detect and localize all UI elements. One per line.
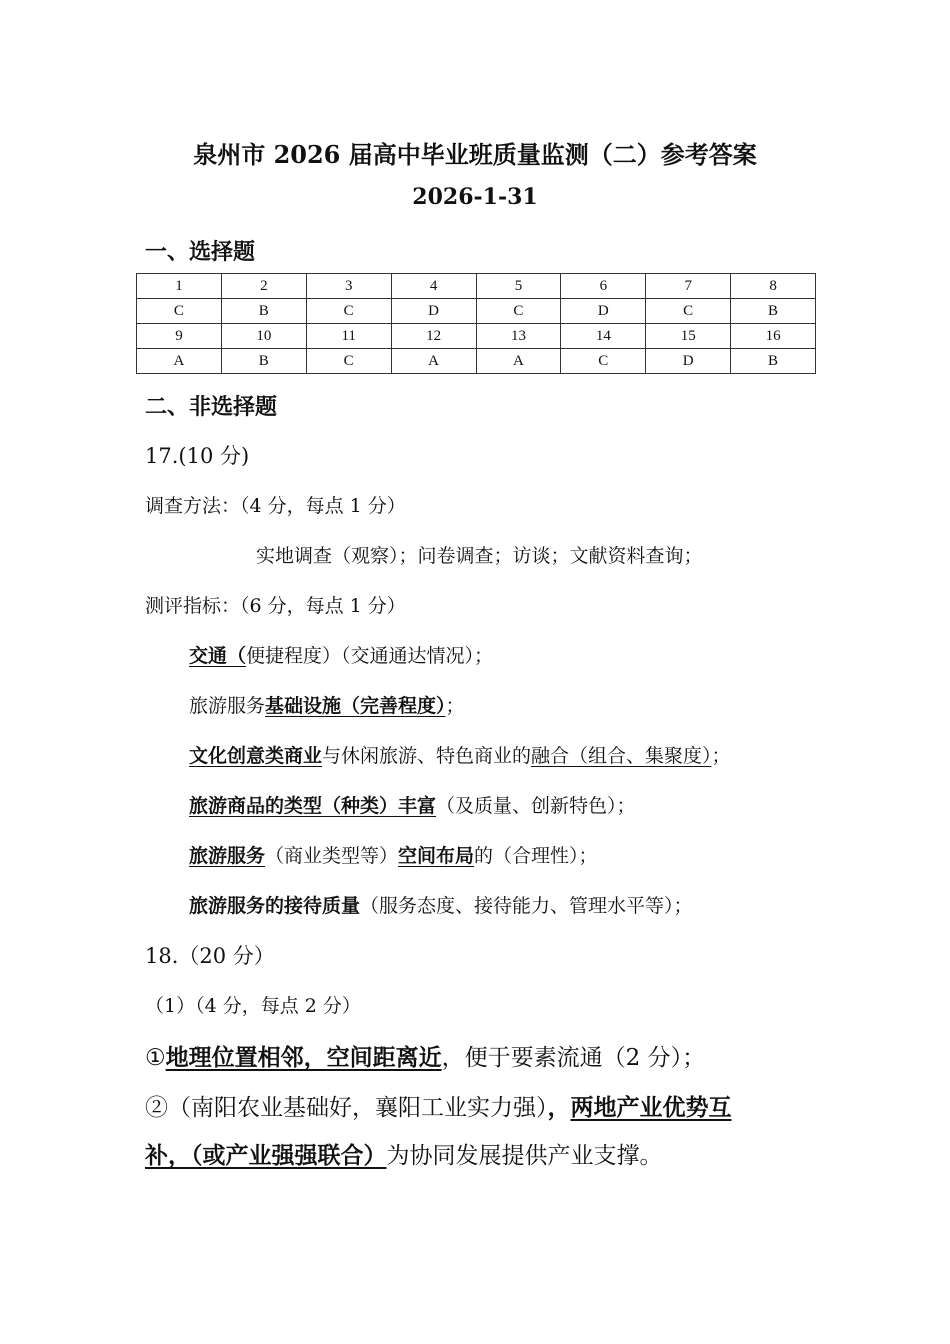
q17-index-line-6 xyxy=(189,891,693,918)
table-cell: 6 xyxy=(561,274,646,299)
table-cell: C xyxy=(476,299,561,324)
q17-index-line-3 xyxy=(189,741,731,768)
table-cell: 5 xyxy=(476,274,561,299)
text: （商业类型等） xyxy=(265,845,399,867)
text: ，便于要素流通（2 分）； xyxy=(441,1045,706,1071)
q17-header: 17.(10 分) xyxy=(145,444,250,468)
table-cell: 9 xyxy=(137,324,222,349)
text: ； xyxy=(445,695,465,717)
table-cell: 1 xyxy=(137,274,222,299)
table-cell: C xyxy=(137,299,222,324)
table-cell: 10 xyxy=(221,324,306,349)
table-cell: D xyxy=(646,349,731,374)
text: 为协同发展提供产业支撑。 xyxy=(386,1143,663,1169)
q17-index-line-1 xyxy=(189,641,493,668)
table-row xyxy=(137,349,816,374)
keyword: 两地产业优势互 xyxy=(570,1094,732,1121)
text: （南阳农业基础好，襄阳工业实力强） xyxy=(168,1095,548,1121)
table-row xyxy=(137,299,816,324)
table-cell: A xyxy=(137,349,222,374)
table-cell: 14 xyxy=(561,324,646,349)
table-cell: 8 xyxy=(731,274,816,299)
table-cell: C xyxy=(306,299,391,324)
text: ； xyxy=(711,745,731,767)
q18-part1-label: （1）（4 分，每点 2 分） xyxy=(145,995,361,1017)
text: 便捷程度）（交通通达情况）； xyxy=(246,645,494,667)
keyword: 旅游商品的类型（种类）丰富 xyxy=(189,795,437,817)
table-cell: A xyxy=(476,349,561,374)
keyword: 旅游服务 xyxy=(189,845,266,867)
table-cell: 7 xyxy=(646,274,731,299)
q17-index-label: 测评指标：（6 分，每点 1 分） xyxy=(145,595,406,617)
q18-answer-1 xyxy=(145,1039,705,1072)
q17-index-line-2 xyxy=(189,691,465,718)
keyword: 基础设施（完善程度） xyxy=(265,695,446,717)
text: （服务态度、接待能力、管理水平等）； xyxy=(360,895,693,917)
number: ① xyxy=(145,1045,166,1071)
table-cell: 13 xyxy=(476,324,561,349)
q18-answer-2-cont xyxy=(145,1137,663,1170)
document-date: 2026-1-31 xyxy=(412,184,538,210)
q17-method-label: 调查方法：（4 分，每点 1 分） xyxy=(145,495,406,517)
table-cell: 3 xyxy=(306,274,391,299)
keyword: 交通（ xyxy=(189,645,247,667)
table-cell: 15 xyxy=(646,324,731,349)
table-cell: D xyxy=(561,299,646,324)
table-cell: A xyxy=(391,349,476,374)
table-cell: D xyxy=(391,299,476,324)
keyword: 融合（组合、集聚度） xyxy=(531,745,712,767)
table-cell: B xyxy=(731,299,816,324)
table-row xyxy=(137,324,816,349)
q17-index-line-5 xyxy=(189,841,598,868)
text: 旅游服务 xyxy=(189,695,266,717)
section-heading-multiple-choice: 一、选择题 xyxy=(145,239,256,265)
keyword: 补，（或产业强强联合） xyxy=(145,1142,387,1169)
keyword: 地理位置相邻，空间距离近 xyxy=(165,1044,442,1071)
q18-header: 18.（20 分） xyxy=(145,944,275,968)
table-cell: 4 xyxy=(391,274,476,299)
keyword: 旅游服务的接待质量 xyxy=(189,895,361,917)
answer-table xyxy=(136,273,816,374)
keyword: 空间布局 xyxy=(398,845,475,867)
section-heading-non-choice: 二、非选择题 xyxy=(145,394,278,420)
text: 的（合理性）； xyxy=(474,845,598,867)
table-cell: 16 xyxy=(731,324,816,349)
q18-answer-2 xyxy=(145,1089,732,1122)
number: ② xyxy=(145,1095,168,1121)
table-cell: C xyxy=(306,349,391,374)
table-cell: 2 xyxy=(221,274,306,299)
table-cell: B xyxy=(221,299,306,324)
table-row xyxy=(137,274,816,299)
q17-index-line-4 xyxy=(189,791,636,818)
table-cell: B xyxy=(731,349,816,374)
text: ， xyxy=(547,1094,571,1121)
text: 与休闲旅游、特色商业的 xyxy=(322,745,532,767)
keyword: 文化创意类商业 xyxy=(189,745,323,767)
text: （及质量、创新特色）； xyxy=(436,795,636,817)
table-cell: 12 xyxy=(391,324,476,349)
document-title: 泉州市 2026 届高中毕业班质量监测（二）参考答案 xyxy=(193,140,757,169)
table-cell: C xyxy=(646,299,731,324)
table-cell: B xyxy=(221,349,306,374)
table-cell: C xyxy=(561,349,646,374)
table-cell: 11 xyxy=(306,324,391,349)
q17-method-answer: 实地调查（观察）；问卷调查；访谈；文献资料查询； xyxy=(256,545,703,567)
